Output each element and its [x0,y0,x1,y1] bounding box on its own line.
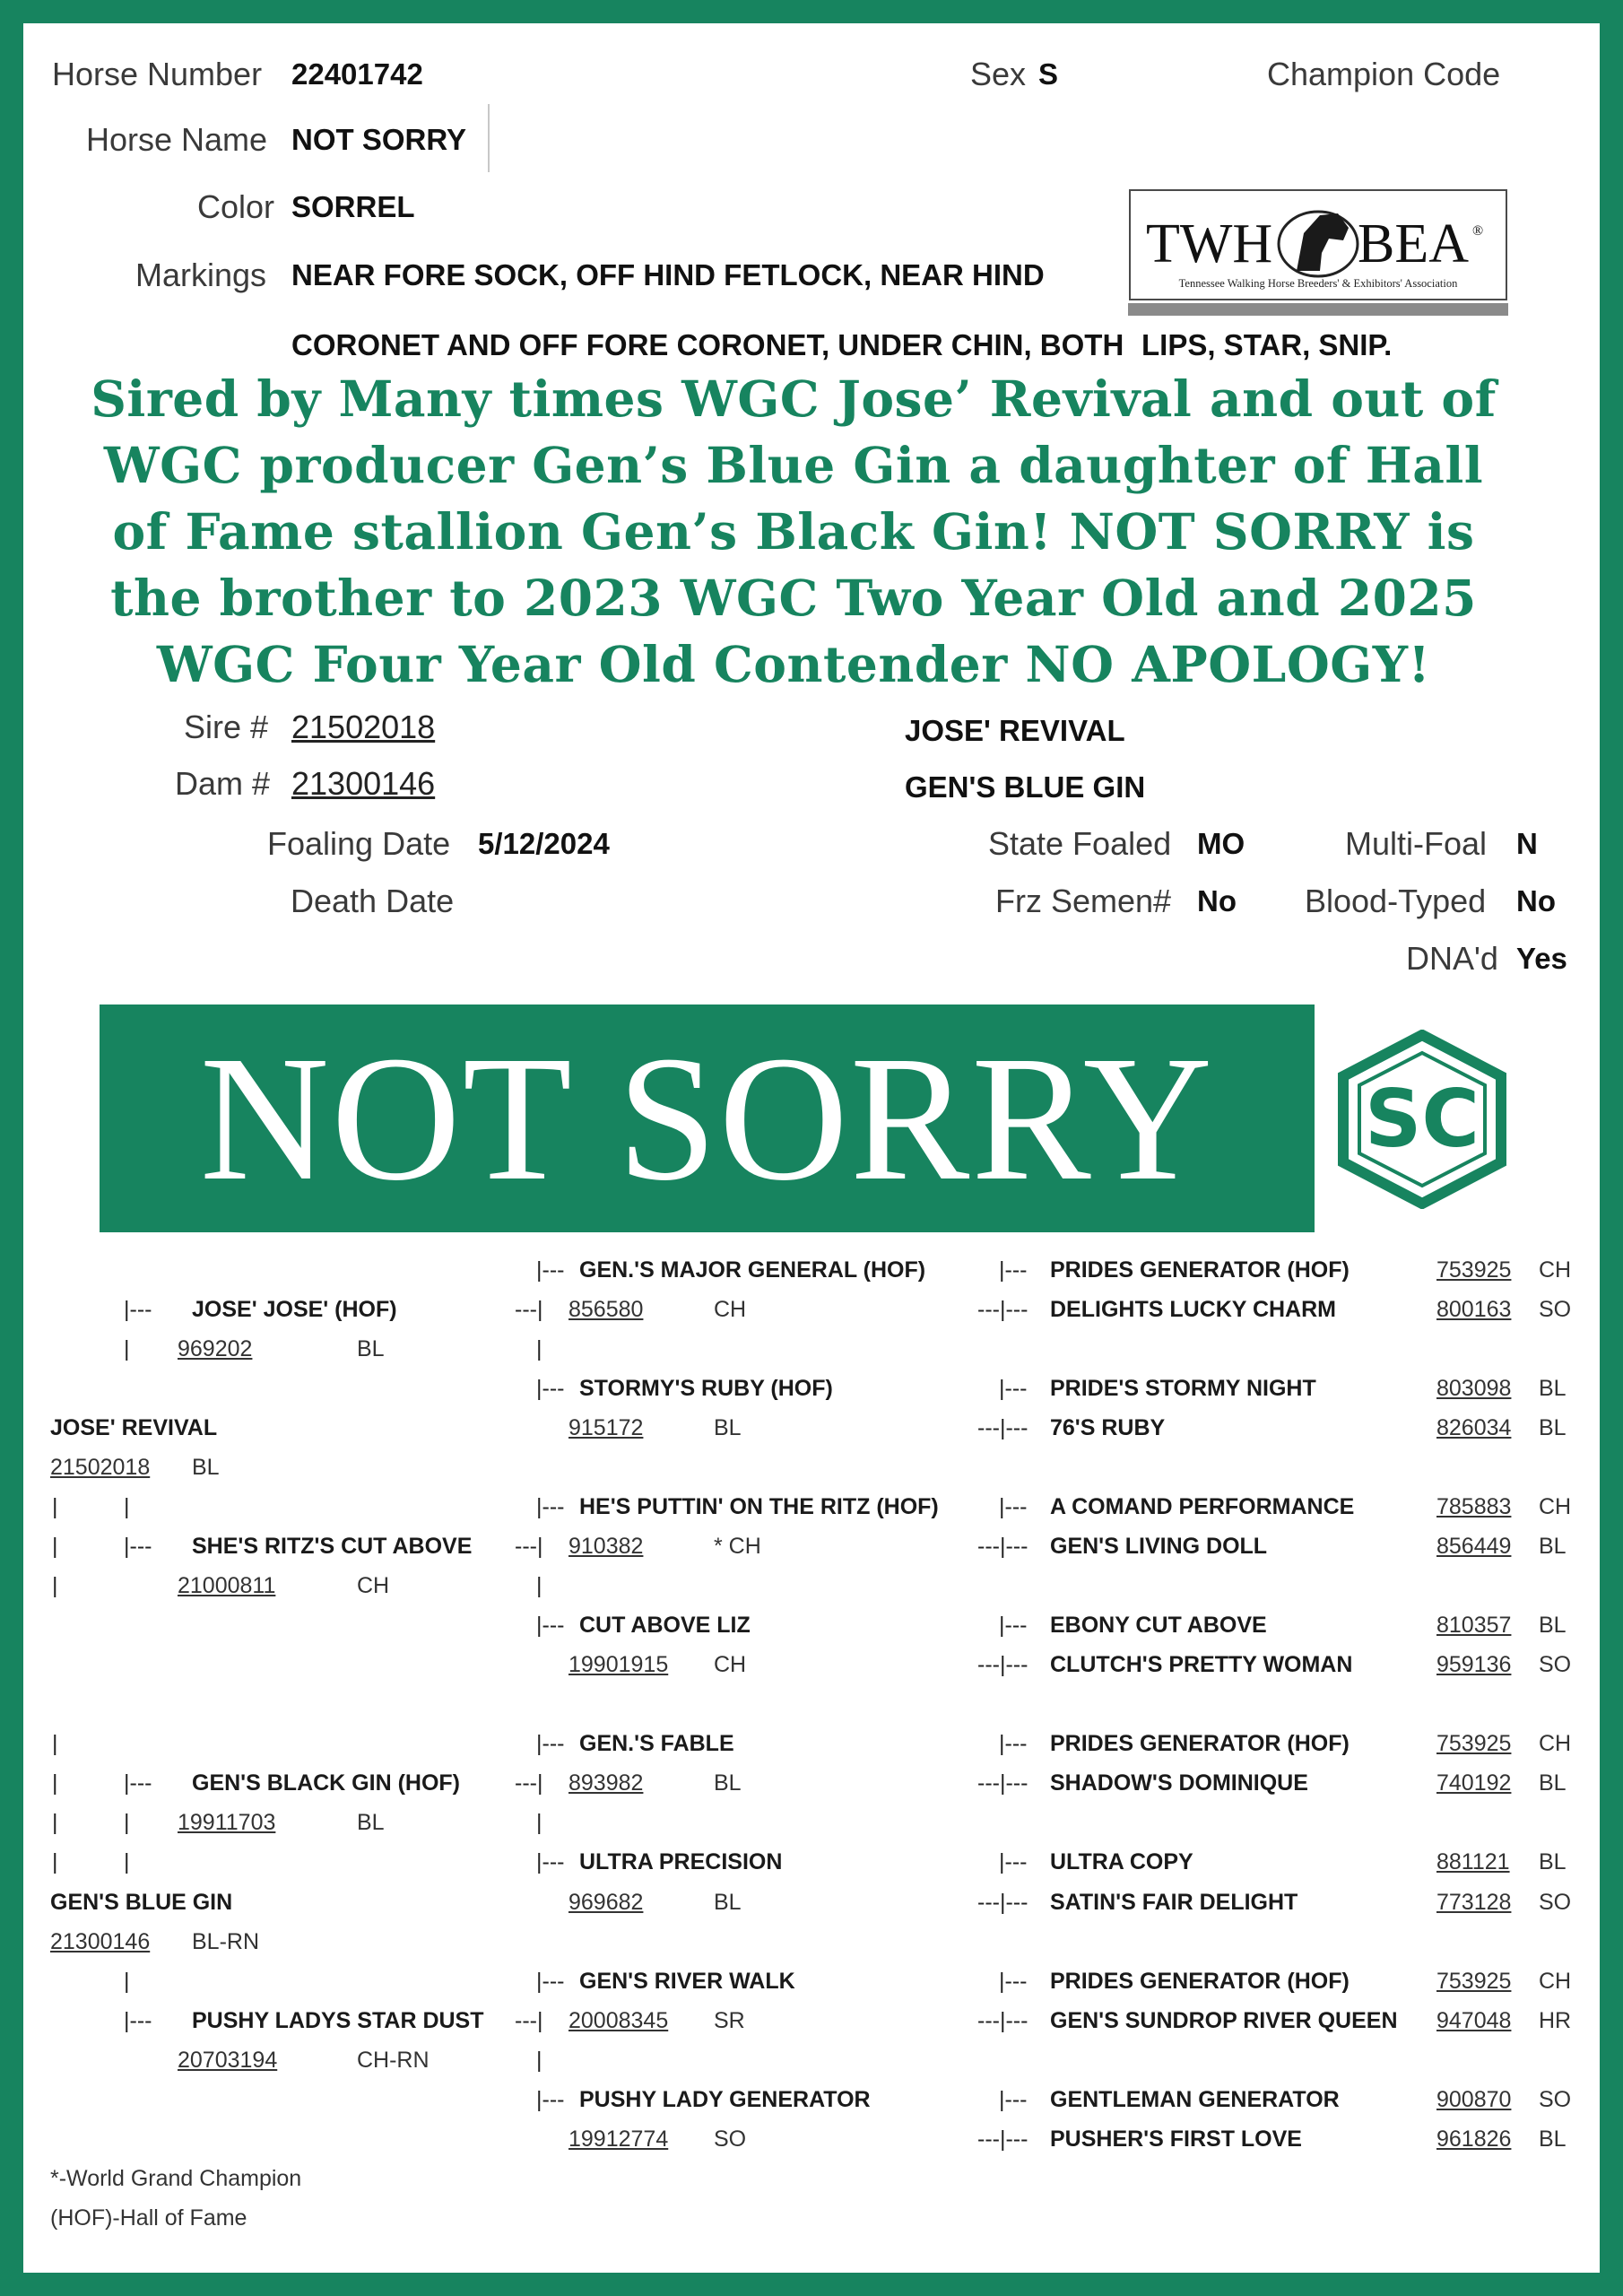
connector: | [52,1534,58,1559]
death-date-label: Death Date [291,883,455,919]
blood-typed-label: Blood-Typed [1305,883,1487,919]
gen4-color: BL [1539,1849,1567,1874]
connector: | [124,1849,130,1874]
connector: ---|--- [977,2126,1028,2152]
gen3-number[interactable]: 969682 [568,1890,644,1915]
frz-semen-label: Frz Semen# [995,883,1172,919]
gen4-name: PRIDES GENERATOR (HOF) [1050,1731,1350,1756]
connector: |--- [999,1494,1028,1519]
gen3-color: SO [714,2126,747,2152]
connector: |--- [999,1969,1028,1994]
gen4-number[interactable]: 803098 [1436,1376,1512,1401]
gen3-name: GEN.'S MAJOR GENERAL (HOF) [579,1257,926,1283]
gen2-name: GEN'S BLACK GIN (HOF) [192,1770,460,1796]
gen3-number[interactable]: 19901915 [568,1652,669,1677]
connector: ---|--- [977,1534,1028,1559]
gen4-color: SO [1539,2087,1572,2112]
gen1-dam-name: GEN'S BLUE GIN [50,1890,233,1915]
headline-line: the brother to 2023 WGC Two Year Old and 2025 [110,569,1477,627]
gen4-name: PRIDES GENERATOR (HOF) [1050,1969,1350,1994]
gen4-name: 76'S RUBY [1050,1415,1166,1440]
gen4-number[interactable]: 753925 [1436,1969,1512,1994]
gen1-dam-number[interactable]: 21300146 [50,1929,151,1954]
gen4-color: SO [1539,1652,1572,1677]
gen2-number[interactable]: 21000811 [178,1573,276,1598]
connector: | [52,1810,58,1835]
connector: | [536,1573,542,1598]
gen4-color: BL [1539,1534,1567,1559]
gen4-color: CH [1539,1969,1572,1994]
connector: |--- [124,1770,152,1796]
gen3-color: BL [714,1415,742,1440]
gen3-name: STORMY'S RUBY (HOF) [579,1376,833,1401]
gen3-name: GEN'S RIVER WALK [579,1969,795,1994]
connector: |--- [999,1613,1028,1638]
sc-logo-text: SC [1365,1073,1480,1165]
connector: |--- [536,2087,565,2112]
connector: | [52,1770,58,1796]
sc-logo [1334,1030,1510,1209]
markings-line-2: CORONET AND OFF FORE CORONET, UNDER CHIN, BOTH [291,328,1124,361]
dam-name: GEN'S BLUE GIN [905,770,1146,804]
gen4-name: DELIGHTS LUCKY CHARM [1050,1297,1336,1322]
gen1-sire-name: JOSE' REVIVAL [50,1415,218,1440]
connector: |--- [999,1849,1028,1874]
logo-right-text: BEA [1358,213,1469,274]
gen4-name: CLUTCH'S PRETTY WOMAN [1050,1652,1353,1677]
markings-line-2b: LIPS, STAR, SNIP. [1141,328,1393,361]
gen3-color: CH [714,1652,747,1677]
gen4-color: BL [1539,1415,1567,1440]
connector: |--- [999,1376,1028,1401]
foaling-date-label: Foaling Date [267,825,451,862]
gen1-dam-color: BL-RN [192,1929,260,1954]
gen4-number[interactable]: 800163 [1436,1297,1512,1322]
markings-line-1: NEAR FORE SOCK, OFF HIND FETLOCK, NEAR HIND [291,258,1045,291]
gen2-number[interactable]: 20703194 [178,2048,278,2073]
frz-semen-value: No [1197,884,1237,918]
connector: |--- [536,1969,565,1994]
connector: ---|--- [977,1652,1028,1677]
gen3-color: SR [714,2008,745,2033]
headline-line: of Fame stallion Gen’s Black Gin! NOT SORRY is [112,502,1475,561]
gen4-number[interactable]: 785883 [1436,1494,1512,1519]
dnad-label: DNA'd [1406,940,1498,977]
connector: | [52,1731,58,1756]
connector: ---|--- [977,1770,1028,1796]
gen2-name: SHE'S RITZ'S CUT ABOVE [192,1534,473,1559]
gen4-name: A COMAND PERFORMANCE [1050,1494,1355,1519]
gen3-color: BL [714,1770,742,1796]
state-foaled-value: MO [1197,827,1245,860]
gen3-name: ULTRA PRECISION [579,1849,783,1874]
sire-name: JOSE' REVIVAL [905,714,1125,747]
connector: ---|--- [977,2008,1028,2033]
color-label: Color [197,188,275,225]
connector: |--- [536,1613,565,1638]
gen4-number[interactable]: 961826 [1436,2126,1512,2152]
headline-line: Sired by Many times WGC Jose’ Revival and out of [91,370,1497,428]
gen1-sire-color: BL [192,1455,220,1480]
connector: |--- [124,1297,152,1322]
gen4-number[interactable]: 959136 [1436,1652,1512,1677]
gen4-name: ULTRA COPY [1050,1849,1193,1874]
gen4-number[interactable]: 881121 [1436,1849,1510,1874]
markings-label: Markings [135,257,267,293]
gen2-color: BL [357,1336,385,1361]
gen4-name: SHADOW'S DOMINIQUE [1050,1770,1308,1796]
gen4-number[interactable]: 826034 [1436,1415,1512,1440]
connector: |--- [124,2008,152,2033]
connector: | [124,1969,130,1994]
gen4-number[interactable]: 753925 [1436,1257,1512,1283]
headline [54,366,1533,698]
logo-subtitle: Tennessee Walking Horse Breeders' & Exhibitors' Association [1178,277,1458,290]
multi-foal-label: Multi-Foal [1345,825,1488,862]
gen4-color: BL [1539,1770,1567,1796]
gen4-number[interactable]: 900870 [1436,2087,1512,2112]
gen4-name: PRIDES GENERATOR (HOF) [1050,1257,1350,1283]
connector: |--- [999,2087,1028,2112]
gen4-color: BL [1539,1376,1567,1401]
connector: ---| [515,1534,543,1559]
gen4-color: CH [1539,1731,1572,1756]
footnote-wgc: *-World Grand Champion [50,2166,302,2191]
horse-number-label: Horse Number [52,56,263,92]
connector: | [124,1494,130,1519]
gen3-number[interactable]: 20008345 [568,2008,669,2033]
connector: | [124,1810,130,1835]
gen4-name: GEN'S SUNDROP RIVER QUEEN [1050,2008,1398,2033]
registered-mark: ® [1472,223,1484,239]
gen1-sire-number[interactable]: 21502018 [50,1455,151,1480]
gen4-number[interactable]: 740192 [1436,1770,1512,1796]
gen4-number[interactable]: 856449 [1436,1534,1512,1559]
connector: ---| [515,1770,543,1796]
gen3-name: CUT ABOVE LIZ [579,1613,751,1638]
gen4-color: SO [1539,1890,1572,1915]
connector: | [536,1336,542,1361]
gen4-number[interactable]: 773128 [1436,1890,1512,1915]
sire-number-link[interactable]: 21502018 [291,709,436,745]
dnad-value: Yes [1516,942,1567,975]
connector: | [52,1573,58,1598]
gen3-color: BL [714,1890,742,1915]
gen4-number[interactable]: 753925 [1436,1731,1512,1756]
connector: ---| [515,1297,543,1322]
dam-label: Dam # [175,765,271,802]
horse-name-label: Horse Name [86,121,268,158]
headline-line: WGC Four Year Old Contender NO APOLOGY! [156,635,1431,693]
connector: ---|--- [977,1415,1028,1440]
logo-left-text: TWH [1146,213,1273,274]
connector: |--- [536,1849,565,1874]
connector: | [124,1336,130,1361]
sire-label: Sire # [184,709,269,745]
gen4-name: GEN'S LIVING DOLL [1050,1534,1268,1559]
gen3-number[interactable]: 19912774 [568,2126,669,2152]
connector: |--- [536,1731,565,1756]
gen3-color: CH [714,1297,747,1322]
gen2-name: JOSE' JOSE' (HOF) [192,1297,397,1322]
title-banner [100,1004,1315,1232]
gen4-color: CH [1539,1494,1572,1519]
connector: | [536,1810,542,1835]
gen4-number[interactable]: 810357 [1436,1613,1512,1638]
gen3-name: PUSHY LADY GENERATOR [579,2087,871,2112]
gen3-number[interactable]: 910382 [568,1534,644,1559]
dam-number-link[interactable]: 21300146 [291,765,436,802]
headline-line: WGC producer Gen’s Blue Gin a daughter of Hall [103,436,1484,494]
gen3-number[interactable]: 893982 [568,1770,644,1796]
connector: |--- [999,1257,1028,1283]
multi-foal-value: N [1516,827,1538,860]
gen4-color: HR [1539,2008,1572,2033]
connector: | [52,1849,58,1874]
foaling-date-value: 5/12/2024 [478,827,610,860]
gen3-name: GEN.'S FABLE [579,1731,734,1756]
sex-value: S [1038,57,1059,91]
banner-title: NOT SORRY [199,1019,1215,1218]
connector: |--- [536,1257,565,1283]
horse-number-value: 22401742 [291,57,423,91]
champion-code-label: Champion Code [1267,56,1501,92]
gen4-name: PRIDE'S STORMY NIGHT [1050,1376,1316,1401]
gen3-number[interactable]: 856580 [568,1297,644,1322]
connector: | [536,2048,542,2073]
connector: |--- [999,1731,1028,1756]
gen2-color: CH-RN [357,2048,430,2073]
connector: ---| [515,2008,543,2033]
gen4-color: BL [1539,2126,1567,2152]
gen4-name: PUSHER'S FIRST LOVE [1050,2126,1302,2152]
color-value: SORREL [291,190,415,223]
blood-typed-value: No [1516,884,1556,918]
footnote-hof: (HOF)-Hall of Fame [50,2205,247,2231]
gen2-name: PUSHY LADYS STAR DUST [192,2008,484,2033]
gen4-color: CH [1539,1257,1572,1283]
gen3-color: * CH [714,1534,761,1559]
connector: |--- [536,1376,565,1401]
gen4-color: BL [1539,1613,1567,1638]
connector: | [52,1494,58,1519]
gen4-color: SO [1539,1297,1572,1322]
connector: ---|--- [977,1297,1028,1322]
twhbea-logo [1128,188,1508,319]
connector: ---|--- [977,1890,1028,1915]
state-foaled-label: State Foaled [988,825,1172,862]
sex-label: Sex [970,56,1027,92]
gen4-name: EBONY CUT ABOVE [1050,1613,1267,1638]
connector: |--- [536,1494,565,1519]
gen3-name: HE'S PUTTIN' ON THE RITZ (HOF) [579,1494,939,1519]
horse-name-value: NOT SORRY [291,123,466,156]
gen4-name: GENTLEMAN GENERATOR [1050,2087,1340,2112]
gen4-name: SATIN'S FAIR DELIGHT [1050,1890,1298,1915]
gen2-color: BL [357,1810,385,1835]
gen2-color: CH [357,1573,390,1598]
gen4-number[interactable]: 947048 [1436,2008,1512,2033]
gen2-number[interactable]: 969202 [178,1336,253,1361]
gen3-number[interactable]: 915172 [568,1415,644,1440]
connector: |--- [124,1534,152,1559]
name-divider [488,104,490,172]
gen2-number[interactable]: 19911703 [178,1810,276,1835]
